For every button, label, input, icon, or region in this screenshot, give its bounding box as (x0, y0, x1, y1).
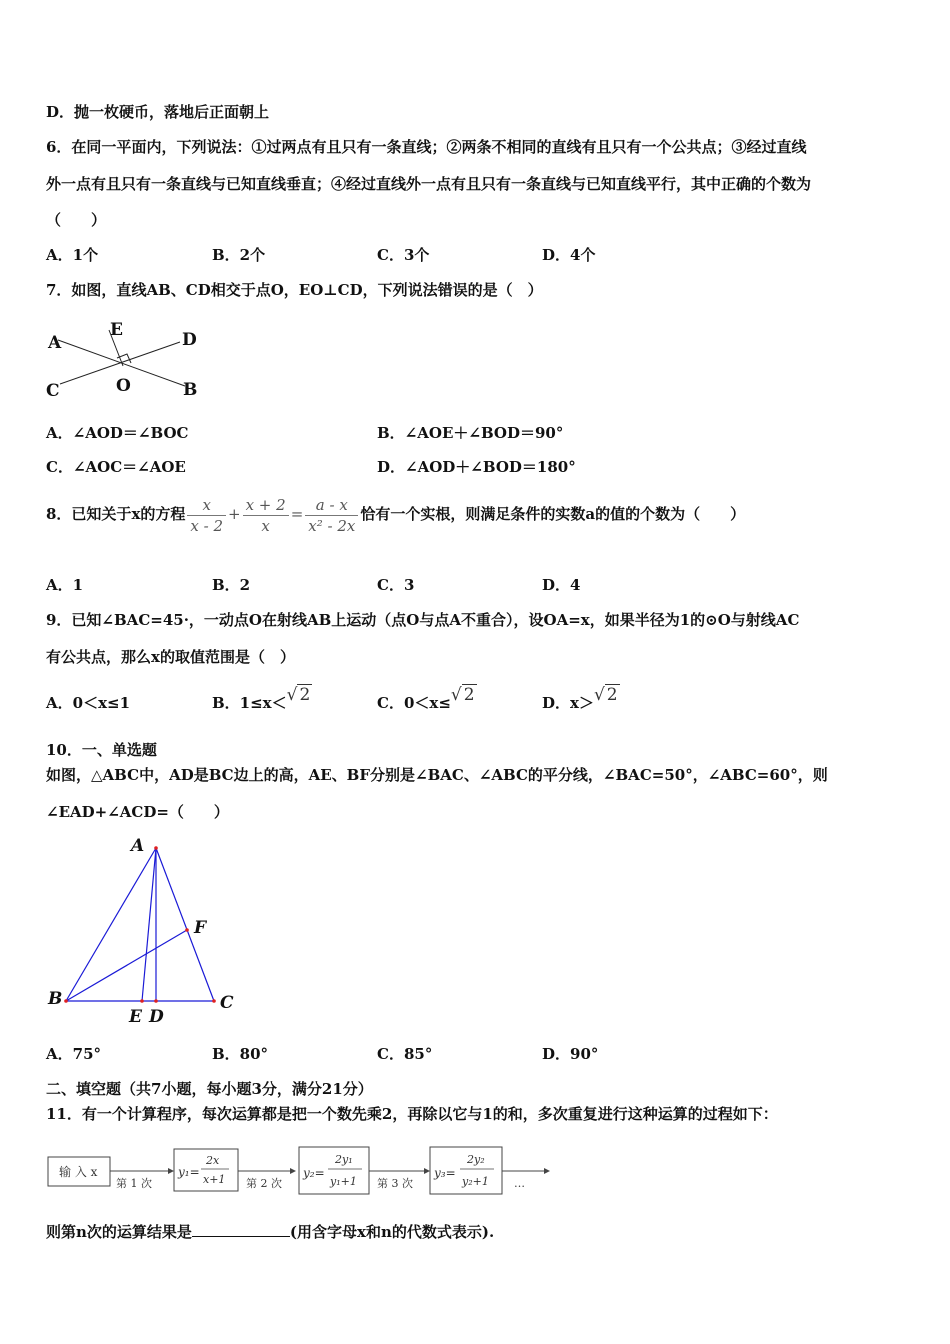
label-c: C (46, 381, 60, 400)
box-2-lhs: y₂= (303, 1166, 325, 1180)
q6-stem-line3: （ ） (46, 211, 107, 229)
q7-option-d: D．∠AOD＋∠BOD＝180° (377, 458, 576, 476)
input-label: 输 入 x (59, 1165, 98, 1179)
arrow-head (544, 1168, 550, 1174)
label-e: E (110, 320, 123, 340)
q10-stem-line2: ∠EAD+∠ACD=（ ） (46, 803, 229, 821)
q10-header: 10．一、单选题 (46, 741, 157, 759)
q10-triangle-figure (40, 832, 250, 1032)
label-b: B (48, 989, 63, 1009)
q8-fraction-2 (243, 495, 289, 536)
q9-option-d (542, 685, 620, 713)
label-d: D (149, 1007, 164, 1027)
q8-suffix: 恰有一个实根，则满足条件的实数a的值的个数为（ ） (360, 505, 746, 523)
segment-ae (142, 848, 156, 1001)
q8-option-b: B．2 (212, 576, 251, 594)
answer-blank[interactable] (192, 1222, 290, 1237)
step-1-label: 第 1 次 (116, 1177, 152, 1190)
arrow-head (290, 1168, 296, 1174)
box-3-den: y₂+1 (462, 1175, 489, 1188)
q9-stem-line2: 有公共点，那么x的取值范围是（ ） (46, 648, 295, 666)
point-c (212, 999, 216, 1003)
q9-option-b-radicand: 2 (299, 685, 311, 705)
label-o: O (116, 376, 131, 396)
arrow-head (168, 1168, 174, 1174)
box-3-lhs: y₃= (434, 1166, 456, 1180)
q8-fraction-2-den: x (261, 516, 270, 535)
point-a (154, 846, 158, 850)
q9-option-d-text: D．x＞ (542, 694, 594, 712)
side-ab (66, 848, 156, 1001)
q11-answer-line (46, 1222, 494, 1242)
box-1-den: x+1 (203, 1173, 226, 1186)
step-3-label: 第 3 次 (377, 1177, 413, 1190)
q10-option-c: C．85° (377, 1045, 433, 1063)
q8-option-d: D．4 (542, 576, 581, 594)
q10-option-d: D．90° (542, 1045, 599, 1063)
q8-equals: = (290, 505, 304, 523)
q9-option-b (212, 685, 312, 713)
q9-option-c-text: C．0＜x≤ (377, 694, 451, 712)
q8-fraction-1 (187, 495, 226, 536)
q6-option-a: A．1个 (46, 246, 99, 264)
box-1-num: 2x (206, 1154, 220, 1167)
q9-option-a (46, 693, 130, 713)
q5-option-d: D．抛一枚硬币，落地后正面朝上 (46, 103, 270, 121)
point-e (140, 999, 144, 1003)
box-1-lhs: y₁= (178, 1165, 200, 1179)
box-2-num: 2y₁ (335, 1153, 353, 1166)
q11-answer-prefix: 则第n次的运算结果是 (46, 1223, 192, 1241)
step-2-label: 第 2 次 (246, 1177, 282, 1190)
q8-option-c: C．3 (377, 576, 415, 594)
q8-fraction-3 (305, 495, 358, 536)
q8-plus: + (228, 505, 241, 523)
q7-figure (40, 318, 210, 400)
q8-fraction-3-den: x² - 2x (308, 516, 356, 535)
q8-fraction-1-num: x (187, 495, 226, 516)
label-a: A (131, 836, 145, 856)
arrow-head (424, 1168, 430, 1174)
q9-stem-line1: 9．已知∠BAC=45·，一动点O在射线AB上运动（点O与点A不重合），设OA=x，如果半径为1的⊙O与射线AC (46, 611, 800, 629)
q8-option-a: A．1 (46, 576, 84, 594)
q7-option-a: A．∠AOD＝∠BOC (46, 424, 189, 442)
label-f: F (194, 918, 207, 938)
sqrt-symbol: √ 2 (450, 685, 475, 705)
point-b (64, 999, 68, 1003)
ellipsis: … (514, 1177, 525, 1190)
q10-option-a: A．75° (46, 1045, 102, 1063)
q10-option-b: B．80° (212, 1045, 269, 1063)
sqrt-symbol: √ 2 (286, 685, 311, 705)
label-c: C (220, 993, 234, 1013)
point-d (154, 999, 158, 1003)
q7-stem: 7．如图，直线AB、CD相交于点O，EO⊥CD，下列说法错误的是（ ） (46, 281, 543, 299)
q8-fraction-3-num: a - x (305, 495, 358, 516)
q6-option-c: C．3个 (377, 246, 430, 264)
point-f (185, 928, 189, 932)
q6-option-d: D．4个 (542, 246, 596, 264)
q9-option-b-text: B．1≤x＜ (212, 694, 287, 712)
q6-option-b: B．2个 (212, 246, 266, 264)
q8-prefix: 8．已知关于x的方程 (46, 505, 186, 523)
section-2-title: 二、填空题（共7小题，每小题3分，满分21分） (46, 1080, 373, 1098)
q7-option-b: B．∠AOE＋∠BOD＝90° (377, 424, 564, 442)
q9-option-a-text: A．0＜x≤1 (46, 694, 131, 712)
q10-stem-line1: 如图，△ABC中，AD是BC边上的高，AE、BF分别是∠BAC、∠ABC的平分线，∠BAC=50°，∠ABC=60°，则 (46, 766, 828, 784)
q11-answer-suffix: (用含字母x和n的代数式表示). (289, 1223, 495, 1241)
sqrt-symbol: √ 2 (593, 685, 618, 705)
q9-option-c (377, 685, 477, 713)
q9-option-c-radicand: 2 (463, 685, 475, 705)
label-a: A (48, 333, 62, 353)
q9-option-d-radicand: 2 (606, 685, 618, 705)
q7-option-c: C．∠AOC＝∠AOE (46, 458, 186, 476)
segment-bf (66, 930, 187, 1001)
q11-stem: 11．有一个计算程序，每次运算都是把一个数先乘2，再除以它与1的和，多次重复进行这种运算的过程如下： (46, 1105, 778, 1123)
q8-fraction-1-den: x - 2 (190, 516, 223, 535)
label-d: D (182, 330, 197, 350)
q6-stem-line1: 6．在同一平面内，下列说法：①过两点有且只有一条直线；②两条不相同的直线有且只有一个公共点；③经过直线 (46, 138, 807, 156)
q11-flowchart (44, 1145, 556, 1201)
q8-stem (46, 492, 745, 536)
box-2-den: y₁+1 (330, 1175, 357, 1188)
q8-fraction-2-num: x + 2 (243, 495, 289, 516)
box-3-num: 2y₂ (467, 1153, 485, 1166)
label-b: B (183, 380, 198, 400)
q6-stem-line2: 外一点有且只有一条直线与已知直线垂直；④经过直线外一点有且只有一条直线与已知直线平行，其中正确的个数为 (46, 175, 812, 193)
label-e: E (129, 1007, 142, 1027)
